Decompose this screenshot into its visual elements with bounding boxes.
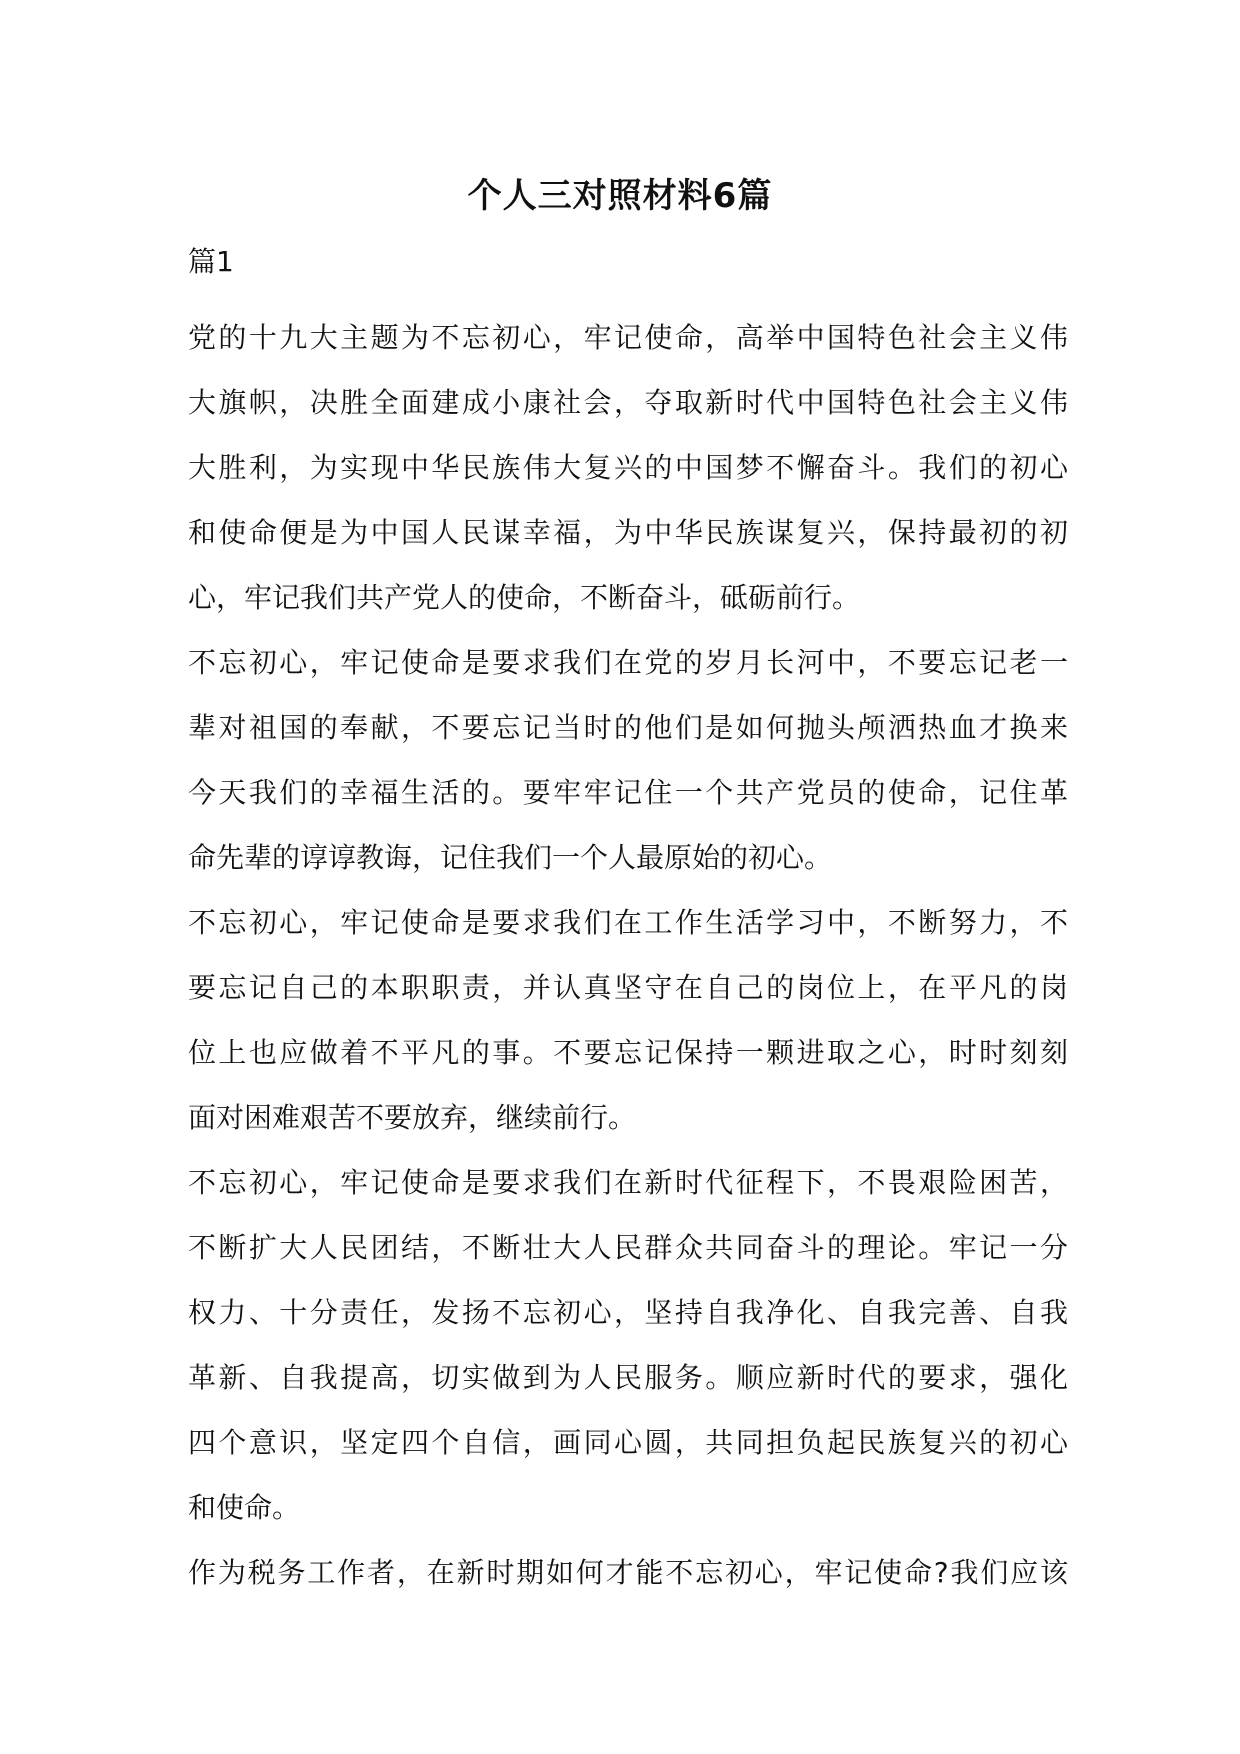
text-line: 大旗帜，决胜全面建成小康社会，夺取新时代中国特色社会主义伟 <box>188 386 1068 419</box>
text-line: 面对困难艰苦不要放弃，继续前行。 <box>188 1101 637 1134</box>
paragraph-4 <box>188 1150 1068 1540</box>
paragraph-3 <box>188 890 1068 1150</box>
text-line: 要忘记自己的本职职责，并认真坚守在自己的岗位上，在平凡的岗 <box>188 971 1068 1004</box>
text-line: 位上也应做着不平凡的事。不要忘记保持一颗进取之心，时时刻刻 <box>188 1036 1068 1069</box>
text-line: 大胜利，为实现中华民族伟大复兴的中国梦不懈奋斗。我们的初心 <box>188 451 1068 484</box>
text-line: 辈对祖国的奉献，不要忘记当时的他们是如何抛头颅洒热血才换来 <box>188 711 1068 744</box>
text-line: 不忘初心，牢记使命是要求我们在党的岁月长河中，不要忘记老一 <box>188 646 1068 679</box>
text-line: 革新、自我提高，切实做到为人民服务。顺应新时代的要求，强化 <box>188 1361 1068 1394</box>
text-line: 四个意识，坚定四个自信，画同心圆，共同担负起民族复兴的初心 <box>188 1426 1068 1459</box>
text-line: 心，牢记我们共产党人的使命，不断奋斗，砥砺前行。 <box>188 581 861 614</box>
paragraph-2 <box>188 630 1068 890</box>
text-line: 党的十九大主题为不忘初心，牢记使命，高举中国特色社会主义伟 <box>188 321 1068 354</box>
text-line: 和使命。 <box>188 1491 301 1524</box>
document-body <box>188 305 1068 1605</box>
section-label: 篇1 <box>188 245 234 278</box>
text-line: 命先辈的谆谆教诲，记住我们一个人最原始的初心。 <box>188 841 833 874</box>
text-line: 今天我们的幸福生活的。要牢牢记住一个共产党员的使命，记住革 <box>188 776 1068 809</box>
text-line: 不断扩大人民团结，不断壮大人民群众共同奋斗的理论。牢记一分 <box>188 1231 1068 1264</box>
paragraph-1 <box>188 305 1068 630</box>
document-title: 个人三对照材料6篇 <box>467 176 773 216</box>
text-line: 作为税务工作者，在新时期如何才能不忘初心，牢记使命?我们应该 <box>188 1556 1068 1589</box>
paragraph-5 <box>188 1540 1068 1605</box>
text-line: 不忘初心，牢记使命是要求我们在工作生活学习中，不断努力，不 <box>188 906 1068 939</box>
text-line: 权力、十分责任，发扬不忘初心，坚持自我净化、自我完善、自我 <box>188 1296 1068 1329</box>
text-line: 和使命便是为中国人民谋幸福，为中华民族谋复兴，保持最初的初 <box>188 516 1068 549</box>
text-line: 不忘初心，牢记使命是要求我们在新时代征程下，不畏艰险困苦， <box>188 1166 1068 1199</box>
